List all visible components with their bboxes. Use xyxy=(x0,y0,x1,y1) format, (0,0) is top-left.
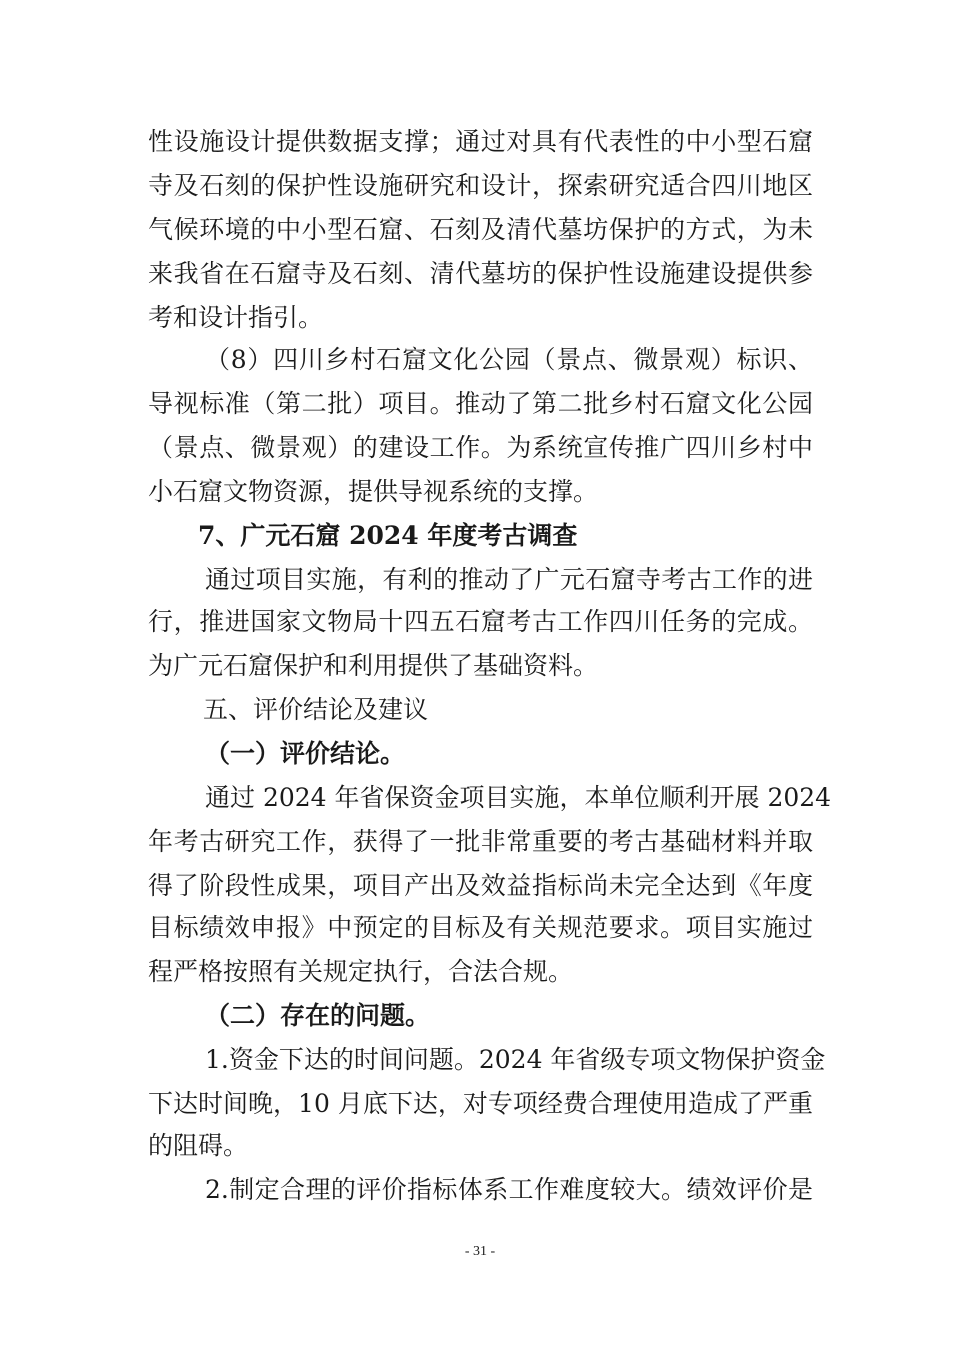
body-text-line: 的阻碍。 xyxy=(148,1131,249,1160)
body-text-line: 行，推进国家文物局十四五石窟考古工作四川任务的完成。 xyxy=(148,607,813,636)
body-text-line: 考和设计指引。 xyxy=(148,303,324,332)
body-text-line: 寺及石刻的保护性设施研究和设计，探索研究适合四川地区 xyxy=(148,171,813,200)
subsection-heading: （二）存在的问题。 xyxy=(205,1001,431,1030)
body-text-line: （景点、微景观）的建设工作。为系统宣传推广四川乡村中 xyxy=(148,433,813,462)
body-text-line: 下达时间晚，10 月底下达，对专项经费合理使用造成了严重 xyxy=(148,1089,813,1118)
body-text-line: 年考古研究工作，获得了一批非常重要的考古基础材料并取 xyxy=(148,827,813,856)
body-text-line: 性设施设计提供数据支撑；通过对具有代表性的中小型石窟 xyxy=(148,127,813,156)
body-text-line: 导视标准（第二批）项目。推动了第二批乡村石窟文化公园 xyxy=(148,389,813,418)
section-heading: 7、广元石窟 2024 年度考古调查 xyxy=(198,521,578,550)
body-text-line: 得了阶段性成果，项目产出及效益指标尚未完全达到《年度 xyxy=(148,871,813,900)
body-text-line: 为广元石窟保护和利用提供了基础资料。 xyxy=(148,651,599,680)
body-text-line: 程严格按照有关规定执行，合法合规。 xyxy=(148,957,574,986)
body-text-line: 通过 2024 年省保资金项目实施，本单位顺利开展 2024 xyxy=(205,783,832,812)
body-text-line: 1.资金下达的时间问题。2024 年省级专项文物保护资金 xyxy=(205,1045,826,1074)
page-number: - 31 - xyxy=(464,1244,496,1259)
body-text-line: 目标绩效申报》中预定的目标及有关规范要求。项目实施过 xyxy=(148,913,813,942)
subsection-heading: （一）评价结论。 xyxy=(205,739,406,768)
body-text-line: （8）四川乡村石窟文化公园（景点、微景观）标识、 xyxy=(205,345,813,374)
body-text-line: 来我省在石窟寺及石刻、清代墓坊的保护性设施建设提供参 xyxy=(148,259,813,288)
body-text-line: 小石窟文物资源，提供导视系统的支撑。 xyxy=(148,477,599,506)
body-text-line: 通过项目实施，有利的推动了广元石窟寺考古工作的进 xyxy=(205,565,813,594)
body-text-line: 2.制定合理的评价指标体系工作难度较大。绩效评价是 xyxy=(205,1175,813,1204)
body-text-line: 气候环境的中小型石窟、石刻及清代墓坊保护的方式，为未 xyxy=(148,215,813,244)
section-heading: 五、评价结论及建议 xyxy=(203,695,429,724)
